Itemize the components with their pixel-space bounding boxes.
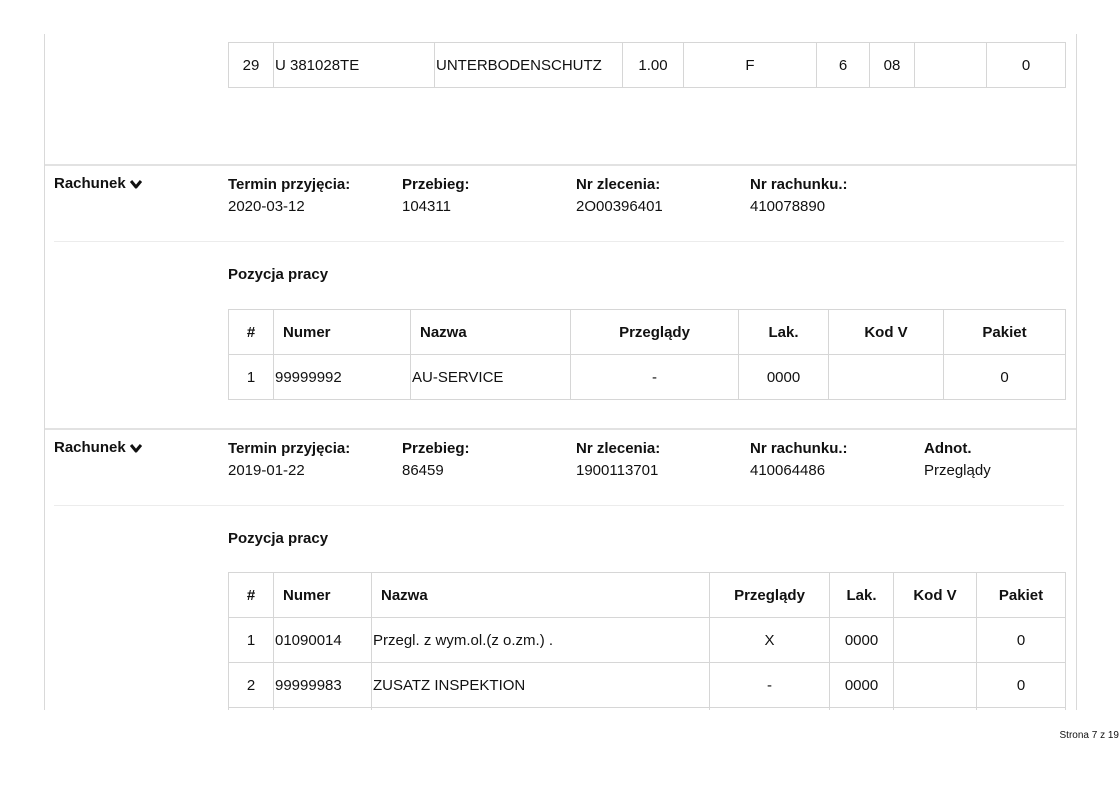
table-row — [229, 663, 1066, 708]
col-header: Przeglądy — [571, 310, 739, 355]
cell: 0 — [977, 618, 1066, 663]
field-value: 410078890 — [750, 198, 826, 215]
col-header: Kod V — [829, 310, 944, 355]
col-header: Przeglądy — [710, 573, 830, 618]
field-label: Przebieg: — [402, 440, 470, 457]
top-parts-table — [228, 42, 1066, 88]
table-row — [229, 618, 1066, 663]
section-title: Pozycja pracy — [228, 530, 329, 547]
document-page — [44, 34, 1077, 710]
row-index: 29 — [229, 43, 274, 88]
row-col9: 0 — [987, 43, 1066, 88]
field-label: Przebieg: — [402, 176, 470, 193]
field-nr-rachunku — [750, 438, 848, 482]
work-items-table-2 — [228, 572, 1066, 710]
cell: 01090014 — [274, 618, 372, 663]
table-header-row — [229, 573, 1066, 618]
col-header: Nazwa — [372, 573, 710, 618]
field-termin — [228, 174, 350, 218]
field-value: 2020-03-12 — [228, 198, 305, 215]
page-number: Strona 7 z 19 — [1059, 730, 1119, 741]
field-nr-zlecenia — [576, 438, 660, 482]
field-label: Nr zlecenia: — [576, 176, 661, 193]
field-value: 104311 — [402, 198, 451, 215]
field-label: Nr rachunku.: — [750, 176, 848, 193]
chevron-down-icon — [130, 443, 142, 453]
field-termin — [228, 438, 350, 482]
chevron-down-icon — [130, 179, 142, 189]
subsection-divider — [54, 241, 1064, 242]
field-value: Przeglądy — [924, 462, 991, 479]
field-label: Nr rachunku.: — [750, 440, 848, 457]
col-header: Lak. — [739, 310, 829, 355]
field-nr-zlecenia — [576, 174, 663, 218]
field-przebieg — [402, 438, 470, 482]
cell — [894, 618, 977, 663]
cell: 1 — [229, 618, 274, 663]
field-nr-rachunku — [750, 174, 848, 218]
table-header-row — [229, 310, 1066, 355]
cell: 1 — [229, 355, 274, 400]
field-label: Nr zlecenia: — [576, 440, 661, 457]
subsection-divider — [54, 505, 1064, 506]
col-header: Lak. — [830, 573, 894, 618]
invoice-toggle-1[interactable] — [54, 175, 142, 192]
field-value: 1900113701 — [576, 462, 659, 479]
table-row — [229, 43, 1066, 88]
cell — [894, 663, 977, 708]
cell: 0 — [944, 355, 1066, 400]
field-value: 2019-01-22 — [228, 462, 305, 479]
invoice-toggle-label: Rachunek — [54, 439, 126, 456]
field-przebieg — [402, 174, 470, 218]
row-numer: U 381028TE — [274, 43, 435, 88]
col-header: Pakiet — [977, 573, 1066, 618]
row-col6: 6 — [817, 43, 870, 88]
cell: - — [571, 355, 739, 400]
work-items-table-1 — [228, 309, 1066, 400]
col-header: Kod V — [894, 573, 977, 618]
col-header: Nazwa — [411, 310, 571, 355]
cell: 99999992 — [274, 355, 411, 400]
field-value: 410064486 — [750, 462, 826, 479]
cell: 0000 — [830, 663, 894, 708]
field-value: 86459 — [402, 462, 444, 479]
cell — [829, 355, 944, 400]
row-col8 — [915, 43, 987, 88]
cell: 2 — [229, 663, 274, 708]
cell: 0 — [977, 663, 1066, 708]
section-divider — [45, 428, 1076, 430]
invoice-toggle-label: Rachunek — [54, 175, 126, 192]
field-adnot — [924, 438, 991, 482]
field-label: Termin przyjęcia: — [228, 440, 351, 457]
section-title: Pozycja pracy — [228, 266, 329, 283]
col-header: # — [229, 573, 274, 618]
cell: - — [710, 663, 830, 708]
col-header: Numer — [274, 573, 372, 618]
row-code: F — [684, 43, 817, 88]
row-quantity: 1.00 — [623, 43, 684, 88]
col-header: # — [229, 310, 274, 355]
field-label: Termin przyjęcia: — [228, 176, 351, 193]
table-row — [229, 708, 1066, 711]
row-nazwa: UNTERBODENSCHUTZ — [435, 43, 623, 88]
field-value: 2O00396401 — [576, 198, 663, 215]
cell: Przegl. z wym.ol.(z o.zm.) . — [372, 618, 710, 663]
cell: 0000 — [830, 618, 894, 663]
cell: X — [710, 618, 830, 663]
col-header: Numer — [274, 310, 411, 355]
field-label: Adnot. — [924, 440, 972, 457]
cell: AU-SERVICE — [411, 355, 571, 400]
section-divider — [45, 164, 1076, 166]
table-row — [229, 355, 1066, 400]
invoice-toggle-2[interactable] — [54, 439, 142, 456]
cell: ZUSATZ INSPEKTION — [372, 663, 710, 708]
row-col7: 08 — [870, 43, 915, 88]
col-header: Pakiet — [944, 310, 1066, 355]
cell: 99999983 — [274, 663, 372, 708]
cell: 0000 — [739, 355, 829, 400]
